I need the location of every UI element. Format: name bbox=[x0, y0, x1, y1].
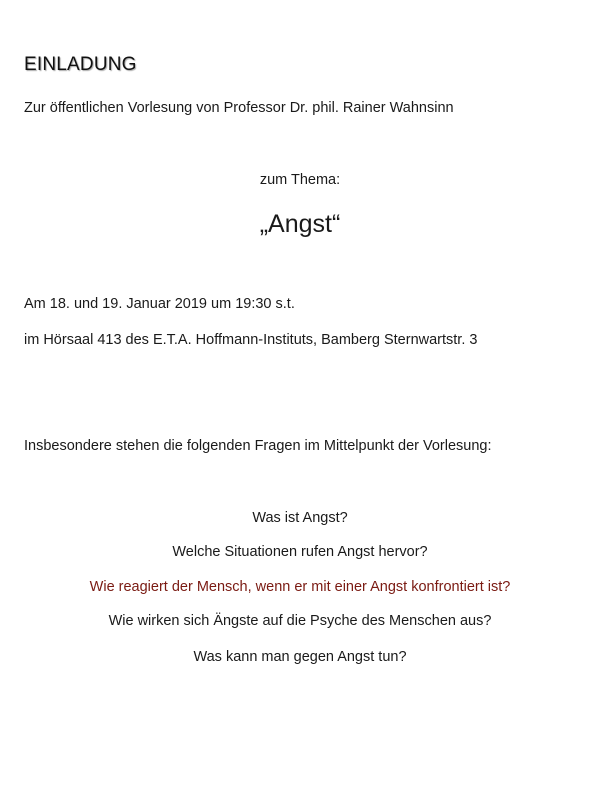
question-item: Welche Situationen rufen Angst hervor? bbox=[172, 544, 428, 560]
invitation-heading: EINLADUNG bbox=[24, 54, 137, 75]
location-line: im Hörsaal 413 des E.T.A. Hoffmann-Instituts, Bamberg Sternwartstr. 3 bbox=[24, 332, 478, 348]
question-item: Was ist Angst? bbox=[252, 510, 348, 526]
topic-title: „Angst“ bbox=[259, 210, 341, 238]
intro-line: Zur öffentlichen Vorlesung von Professor Dr. phil. Rainer Wahnsinn bbox=[24, 100, 454, 116]
question-item: Wie wirken sich Ängste auf die Psyche des Menschen aus? bbox=[108, 613, 492, 629]
date-line: Am 18. und 19. Januar 2019 um 19:30 s.t. bbox=[24, 296, 295, 312]
question-item-highlighted: Wie reagiert der Mensch, wenn er mit einer Angst konfrontiert ist? bbox=[89, 579, 511, 595]
topic-label: zum Thema: bbox=[259, 172, 341, 188]
question-item: Was kann man gegen Angst tun? bbox=[193, 649, 407, 665]
questions-intro: Insbesondere stehen die folgenden Fragen im Mittelpunkt der Vorlesung: bbox=[24, 438, 492, 454]
